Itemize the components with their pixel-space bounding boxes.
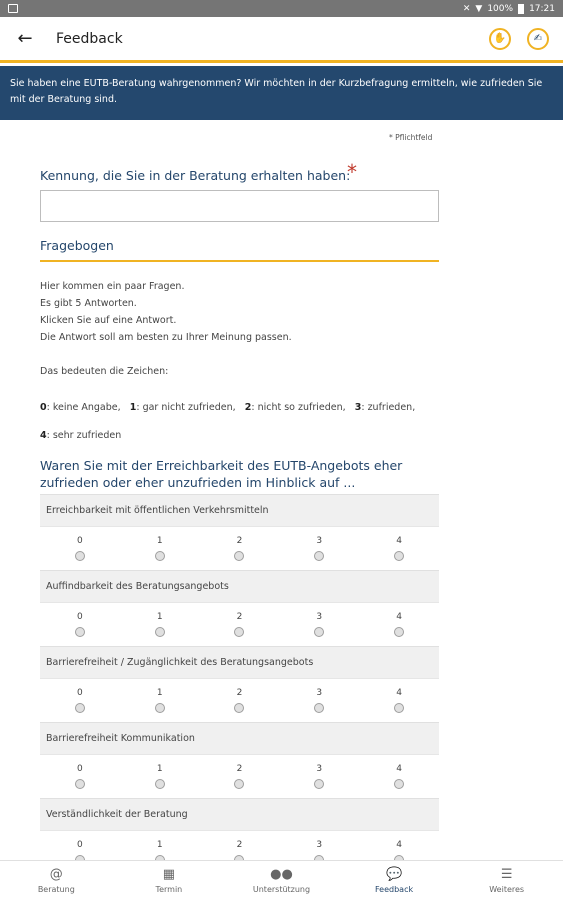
legend-num: 4: [40, 430, 47, 441]
rating-option: [279, 527, 359, 570]
rating-option: [120, 755, 200, 798]
rating-matrix: [40, 494, 439, 860]
legend-num: 3: [354, 402, 362, 413]
legend-line: [40, 430, 121, 441]
rating-option-label: 4: [396, 536, 402, 546]
legend-text: : nicht so zufrieden,: [251, 402, 346, 413]
matrix-row-options: [40, 602, 439, 646]
rating-option-label: 1: [156, 536, 163, 546]
rating-option-label: 3: [316, 688, 323, 698]
rating-option: [279, 679, 359, 722]
intro-line: Klicken Sie auf eine Antwort.: [40, 315, 177, 326]
rating-radio[interactable]: [234, 703, 244, 713]
rating-option-label: 0: [77, 840, 83, 850]
rating-radio[interactable]: [394, 779, 404, 789]
app-bar-actions: [489, 28, 549, 50]
rating-option: [40, 527, 120, 570]
rating-option: [359, 755, 439, 798]
matrix-row-label: Verständlichkeit der Beratung: [40, 798, 439, 830]
rating-option: [359, 679, 439, 722]
legend-text: : sehr zufrieden: [46, 430, 122, 441]
rating-radio[interactable]: [155, 551, 165, 561]
legend-title: Das bedeuten die Zeichen:: [40, 366, 169, 377]
sign-language-button[interactable]: [489, 28, 511, 50]
easy-language-icon: ✍: [533, 33, 543, 44]
info-banner: Sie haben eine EUTB-Beratung wahrgenommen? Wir möchten in der Kurzbefragung ermitteln, wie zufrieden Sie mit der Beratung sind.: [0, 66, 563, 120]
rating-option-label: 4: [396, 688, 402, 698]
rating-radio[interactable]: [75, 627, 85, 637]
nav-item-label: Unterstützung: [252, 885, 311, 894]
rating-option-label: 3: [316, 612, 323, 622]
kennung-label: Kennung, die Sie in der Beratung erhalten haben:: [40, 168, 351, 183]
matrix-row-options: [40, 754, 439, 798]
legend-num: 0: [40, 402, 47, 413]
matrix-row-label: Barrierefreiheit Kommunikation: [40, 722, 439, 754]
clock: 17:21: [529, 3, 555, 14]
easy-language-button[interactable]: [527, 28, 549, 50]
intro-line: Die Antwort soll am besten zu Ihrer Meinung passen.: [40, 332, 292, 343]
rating-option: [40, 831, 120, 860]
rating-option-label: 2: [236, 840, 243, 850]
nav-item-label: Beratung: [37, 885, 75, 894]
rating-option-label: 0: [77, 764, 83, 774]
wifi-icon: ▼: [475, 3, 483, 14]
at-icon: @: [49, 867, 63, 882]
rating-option-label: 3: [316, 840, 323, 850]
rating-option: [200, 679, 280, 722]
rating-option: [359, 527, 439, 570]
rating-radio[interactable]: [314, 551, 324, 561]
required-asterisk: *: [347, 160, 357, 184]
matrix-row-options: [40, 830, 439, 860]
rating-option-label: 1: [156, 612, 163, 622]
rating-option: [200, 603, 280, 646]
section-title: Fragebogen: [40, 238, 114, 253]
legend-text: : keine Angabe,: [46, 402, 121, 413]
rating-option-label: 1: [156, 840, 163, 850]
nav-item-weiteres[interactable]: [450, 861, 563, 900]
rating-option: [40, 603, 120, 646]
legend-line: [40, 402, 415, 413]
calendar-icon: ▦: [162, 867, 176, 882]
rating-option-label: 4: [396, 764, 402, 774]
legend-num: 2: [244, 402, 252, 413]
rating-radio[interactable]: [75, 551, 85, 561]
matrix-row-options: [40, 678, 439, 722]
question-text: Waren Sie mit der Erreichbarkeit des EUTB-Angebots eher zufrieden oder eher unzufrieden im Hinblick auf ...: [40, 458, 403, 490]
menu-icon: ☰: [500, 867, 513, 882]
nav-item-label: Feedback: [375, 885, 414, 894]
rating-option-label: 4: [396, 612, 402, 622]
rating-option-label: 4: [396, 840, 402, 850]
matrix-row-options: [40, 526, 439, 570]
rating-option: [359, 831, 439, 860]
rating-option-label: 0: [77, 612, 83, 622]
rating-option: [120, 831, 200, 860]
rating-option: [120, 527, 200, 570]
section-divider: [40, 260, 439, 262]
rating-option: [359, 603, 439, 646]
rating-option-label: 1: [156, 688, 163, 698]
rating-radio[interactable]: [314, 703, 324, 713]
legend-num: 1: [129, 402, 137, 413]
legend-text: : zufrieden,: [361, 402, 416, 413]
rating-option: [120, 603, 200, 646]
required-note: * Pflichtfeld: [389, 133, 433, 142]
battery-text: 100%: [487, 3, 514, 14]
bottom-navigation: [0, 860, 563, 900]
intro-line: Es gibt 5 Antworten.: [40, 298, 137, 309]
rating-radio[interactable]: [75, 703, 85, 713]
status-bar: [0, 0, 563, 17]
chat-bubbles-icon: 💬: [385, 867, 403, 882]
rating-option-label: 2: [236, 536, 243, 546]
rating-option-label: 2: [236, 612, 243, 622]
matrix-row-label: Auffindbarkeit des Beratungsangebots: [40, 570, 439, 602]
people-icon: ●●: [270, 867, 293, 882]
rating-radio[interactable]: [234, 551, 244, 561]
matrix-row-label: Erreichbarkeit mit öffentlichen Verkehrsmitteln: [40, 494, 439, 526]
rating-option: [120, 679, 200, 722]
rating-radio[interactable]: [394, 627, 404, 637]
intro-line: Hier kommen ein paar Fragen.: [40, 281, 185, 292]
rating-option: [279, 755, 359, 798]
rating-option: [200, 527, 280, 570]
mute-icon: ✕: [462, 3, 471, 14]
rating-option-label: 3: [316, 536, 323, 546]
rating-option-label: 0: [77, 688, 83, 698]
legend-text: : gar nicht zufrieden,: [136, 402, 236, 413]
nav-item-termin[interactable]: [113, 861, 226, 900]
intro-text: [40, 278, 292, 346]
rating-option: [200, 755, 280, 798]
rating-option: [279, 603, 359, 646]
rating-radio[interactable]: [155, 627, 165, 637]
rating-radio[interactable]: [155, 779, 165, 789]
page-title: Feedback: [56, 30, 123, 47]
arrow-left-icon: ←: [17, 28, 33, 49]
app-bar: [0, 17, 563, 63]
rating-radio[interactable]: [155, 703, 165, 713]
rating-option-label: 2: [236, 764, 243, 774]
battery-icon: [518, 4, 524, 14]
kennung-input[interactable]: [40, 190, 439, 222]
gallery-notification-icon: [8, 4, 18, 13]
nav-item-label: Termin: [155, 885, 183, 894]
back-button[interactable]: [0, 16, 50, 62]
rating-radio[interactable]: [314, 627, 324, 637]
rating-option: [40, 755, 120, 798]
rating-radio[interactable]: [234, 779, 244, 789]
sign-language-icon: ✋: [493, 33, 507, 44]
rating-option: [279, 831, 359, 860]
rating-option-label: 2: [236, 688, 243, 698]
rating-option: [40, 679, 120, 722]
matrix-row-label: Barrierefreiheit / Zugänglichkeit des Beratungsangebots: [40, 646, 439, 678]
rating-radio[interactable]: [394, 703, 404, 713]
nav-item-label: Weiteres: [489, 885, 525, 894]
rating-radio[interactable]: [75, 779, 85, 789]
rating-radio[interactable]: [394, 551, 404, 561]
rating-option-label: 0: [77, 536, 83, 546]
rating-radio[interactable]: [314, 779, 324, 789]
nav-item-unterstützung[interactable]: [225, 861, 338, 900]
rating-radio[interactable]: [234, 627, 244, 637]
nav-item-beratung[interactable]: [0, 861, 113, 900]
feedback-form: [0, 120, 563, 860]
rating-option-label: 1: [156, 764, 163, 774]
nav-item-feedback[interactable]: [338, 861, 451, 900]
rating-option-label: 3: [316, 764, 323, 774]
rating-option: [200, 831, 280, 860]
